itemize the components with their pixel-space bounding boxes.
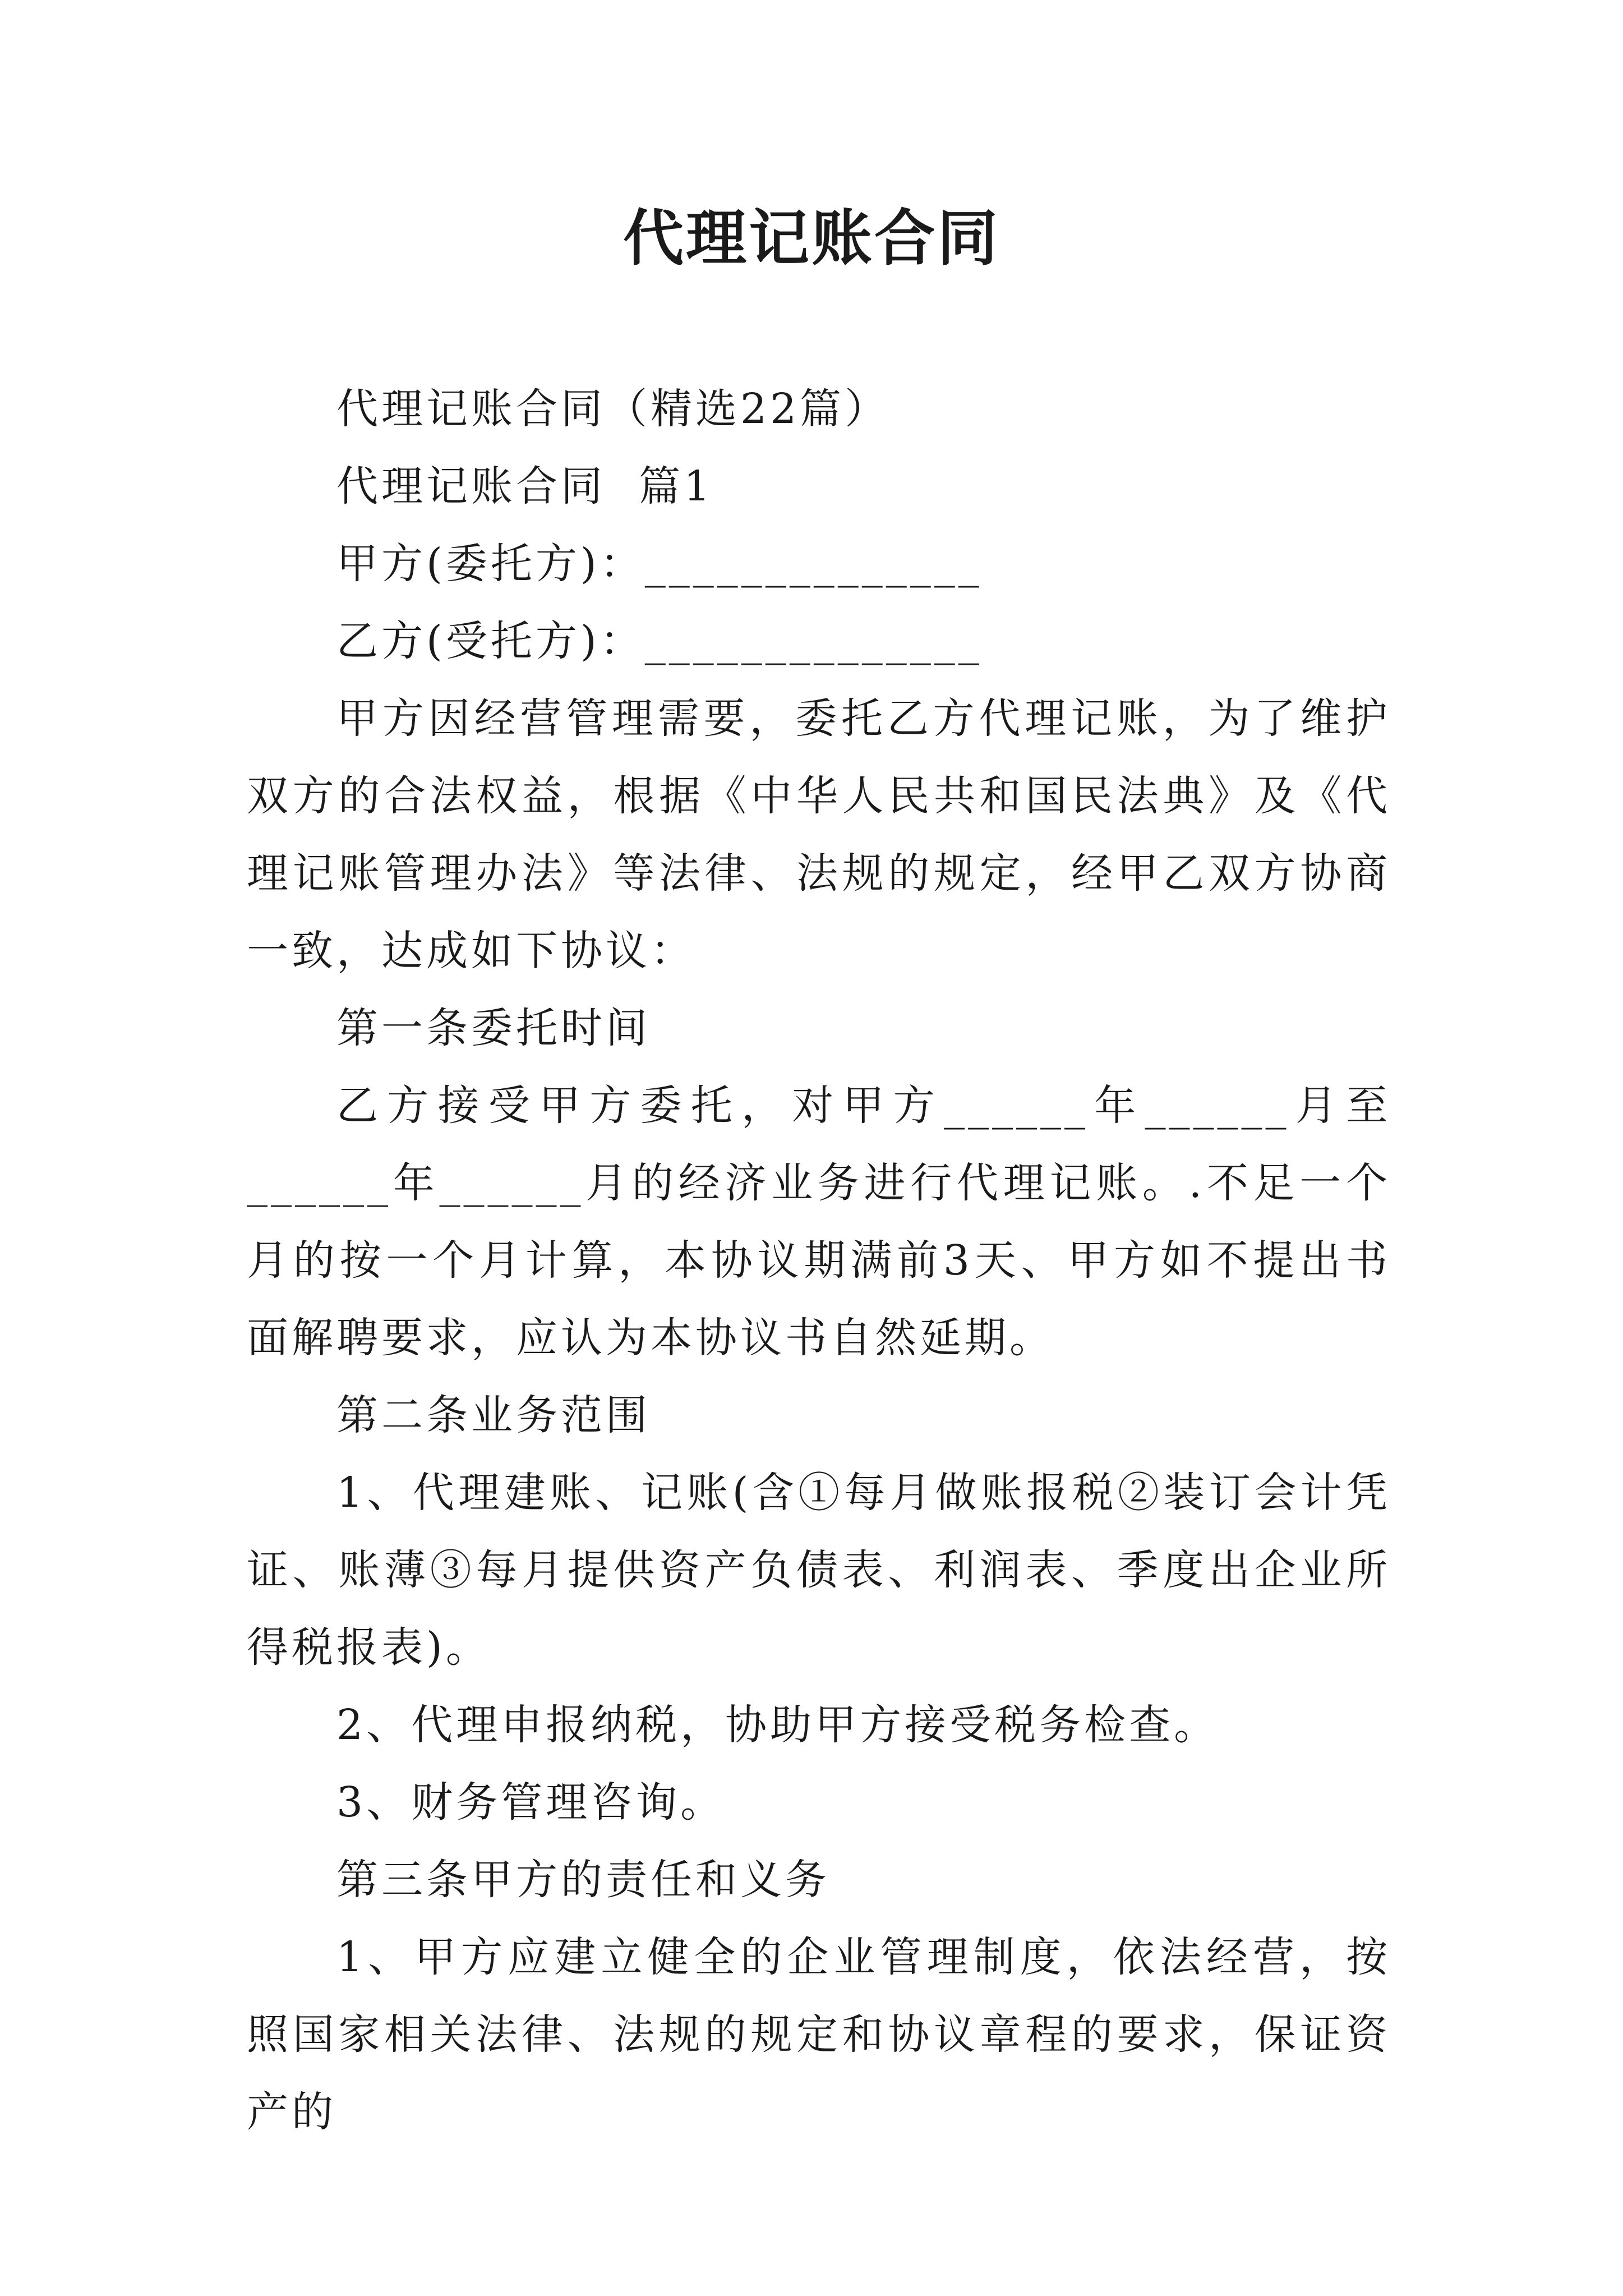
paragraph-article-1-heading: 第一条委托时间 bbox=[336, 1004, 651, 1052]
paragraph-article-2-item-1: 1、代理建账、记账(含①每月做账报税②装订会计凭证、账薄③每月提供资产负债表、利润表、季度出企业所得税报表)。 bbox=[247, 1469, 1391, 1672]
paragraph-article-2-item-2: 2、代理申报纳税，协助甲方接受税务检查。 bbox=[336, 1701, 1219, 1749]
document-title: 代理记账合同 bbox=[623, 203, 1000, 274]
paragraph-party-b: 乙方(受托方)：______________ bbox=[336, 617, 983, 665]
paragraph-article-2-item-3: 3、财务管理咨询。 bbox=[336, 1778, 726, 1826]
paragraph-party-a: 甲方(委托方)：______________ bbox=[336, 540, 983, 588]
document-body bbox=[247, 370, 1391, 2151]
paragraph-subtitle: 代理记账合同（精选22篇） bbox=[336, 385, 890, 433]
paragraph-article-3-heading: 第三条甲方的责任和义务 bbox=[336, 1856, 830, 1904]
paragraph-article-2-heading: 第二条业务范围 bbox=[336, 1391, 651, 1439]
paragraph-preamble: 甲方因经营管理需要，委托乙方代理记账，为了维护双方的合法权益，根据《中华人民共和国民法典》及《代理记账管理办法》等法律、法规的规定，经甲乙双方协商一致，达成如下协议： bbox=[247, 694, 1391, 975]
paragraph-article-1-text: 乙方接受甲方委托，对甲方______年______月至______年______月的经济业务进行代理记账。.不足一个月的按一个月计算，本协议期满前3天、甲方如不提出书面解聘要求，应认为本协议书自然延期。 bbox=[247, 1082, 1391, 1362]
paragraph-section-heading: 代理记账合同 篇1 bbox=[336, 462, 714, 510]
paragraph-article-3-item-1: 1、甲方应建立健全的企业管理制度，依法经营，按照国家相关法律、法规的规定和协议章程的要求，保证资产的 bbox=[247, 1933, 1391, 2136]
